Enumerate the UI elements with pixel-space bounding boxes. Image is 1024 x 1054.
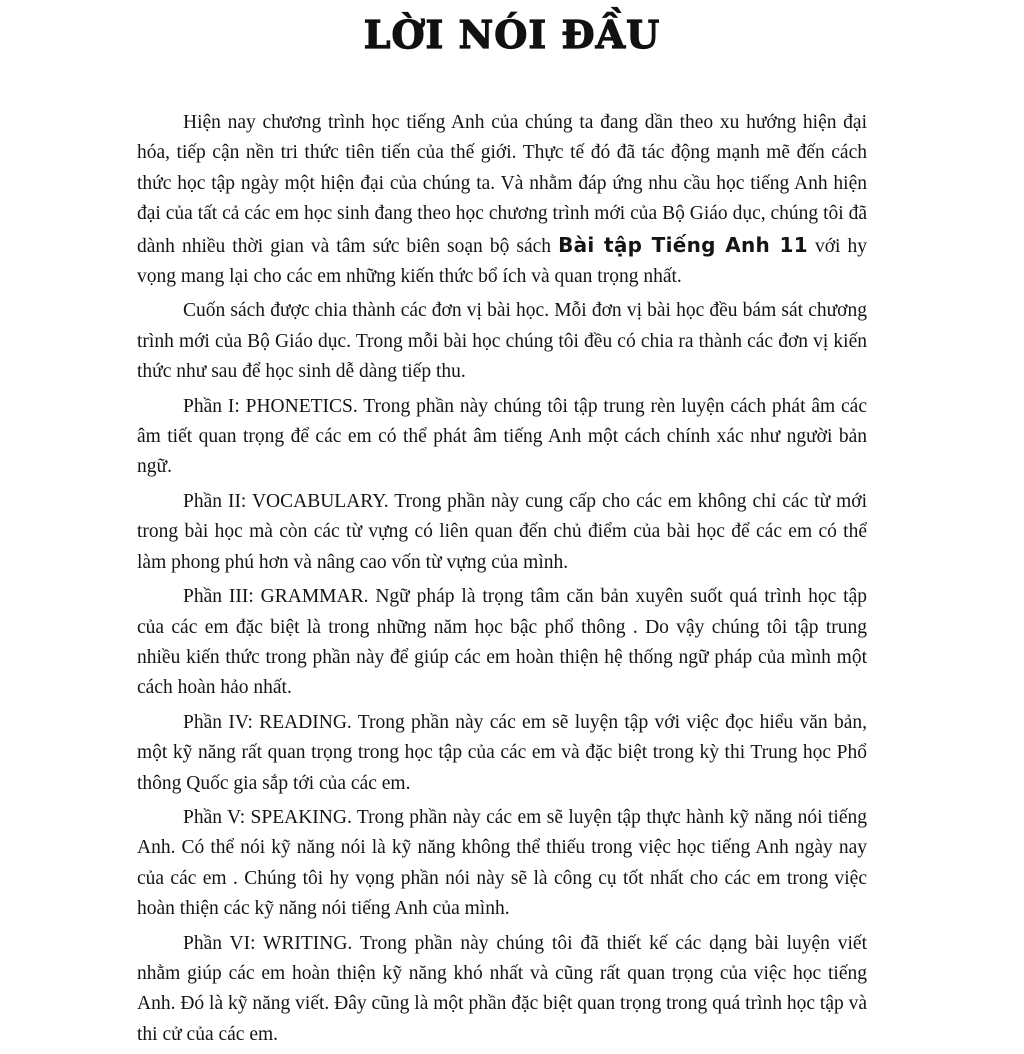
paragraph-writing: Phần VI: WRITING. Trong phần này chúng tôi đã thiết kế các dạng bài luyện viết nhằm giúp các em hoàn thiện kỹ năng khó nhất và cũng rất quan trọng của việc học tiếng Anh. Đó là kỹ năng viết. Đây cũng là một phần đặc biệt quan trọng trong quá trình học tập và thi cử của các em. [137, 932, 867, 1045]
document-body [137, 108, 867, 1054]
paragraph-vocabulary: Phần II: VOCABULARY. Trong phần này cung cấp cho các em không chỉ các từ mới trong bài học mà còn các từ vựng có liên quan đến chủ điểm của bài học để các em có thể làm phong phú hơn và nâng cao vốn từ vựng của mình. [137, 490, 867, 573]
paragraph-structure: Cuốn sách được chia thành các đơn vị bài học. Mỗi đơn vị bài học đều bám sát chương trình mới của Bộ Giáo dục. Trong mỗi bài học chúng tôi đều có chia ra thành các đơn vị kiến thức như sau để học sinh dễ dàng tiếp thu. [137, 300, 867, 383]
intro-text-end: với hy vọng mang lại cho các em những kiến thức bổ ích và quan trọng nhất. [137, 235, 868, 288]
paragraph-phonetics: Phần I: PHONETICS. Trong phần này chúng tôi tập trung rèn luyện cách phát âm các âm tiết quan trọng để các em có thể phát âm tiếng Anh một cách chính xác như người bản ngữ. [137, 395, 867, 478]
intro-paragraph [137, 108, 867, 292]
paragraph-reading: Phần IV: READING. Trong phần này các em sẽ luyện tập với việc đọc hiểu văn bản, một kỹ năng rất quan trọng trong học tập của các em và đặc biệt trong kỳ thi Trung học Phổ thông Quốc gia sắp tới của các em. [137, 711, 867, 794]
page-title: LỜI NÓI ĐẦU [363, 12, 661, 57]
paragraph-grammar: Phần III: GRAMMAR. Ngữ pháp là trọng tâm căn bản xuyên suốt quá trình học tập của các em đặc biệt là trong những năm học bậc phổ thông . Do vậy chúng tôi tập trung nhiều kiến thức trong phần này để giúp các em hoàn thiện hệ thống ngữ pháp của mình một cách hoàn hảo nhất. [137, 586, 867, 699]
paragraph-speaking: Phần V: SPEAKING. Trong phần này các em sẽ luyện tập thực hành kỹ năng nói tiếng Anh. Có thể nói kỹ năng nói là kỹ năng không thể thiếu trong việc học tiếng Anh ngày nay của các em . Chúng tôi hy vọng phần nói này sẽ là công cụ tốt nhất cho các em trong việc hoàn thiện các kỹ năng nói tiếng Anh của mình. [137, 806, 867, 920]
intro-text-start: Hiện nay chương trình học tiếng Anh của chúng ta đang dần theo xu hướng hiện đại hóa, tiếp cận nền tri thức tiên tiến của thế giới. Thực tế đó đã tác động mạnh mẽ đến cách thức học tập ngày một hiện đại của chúng ta. Và nhằm đáp ứng nhu cầu học tiếng Anh hiện đại của tất cả các em học sinh đang theo học chương trình mới của Bộ Giáo dục, chúng tôi đã dành nhiều thời gian và tâm sức biên soạn bộ sách [137, 112, 867, 257]
book-title: Bài tập Tiếng Anh 11 [558, 232, 808, 257]
